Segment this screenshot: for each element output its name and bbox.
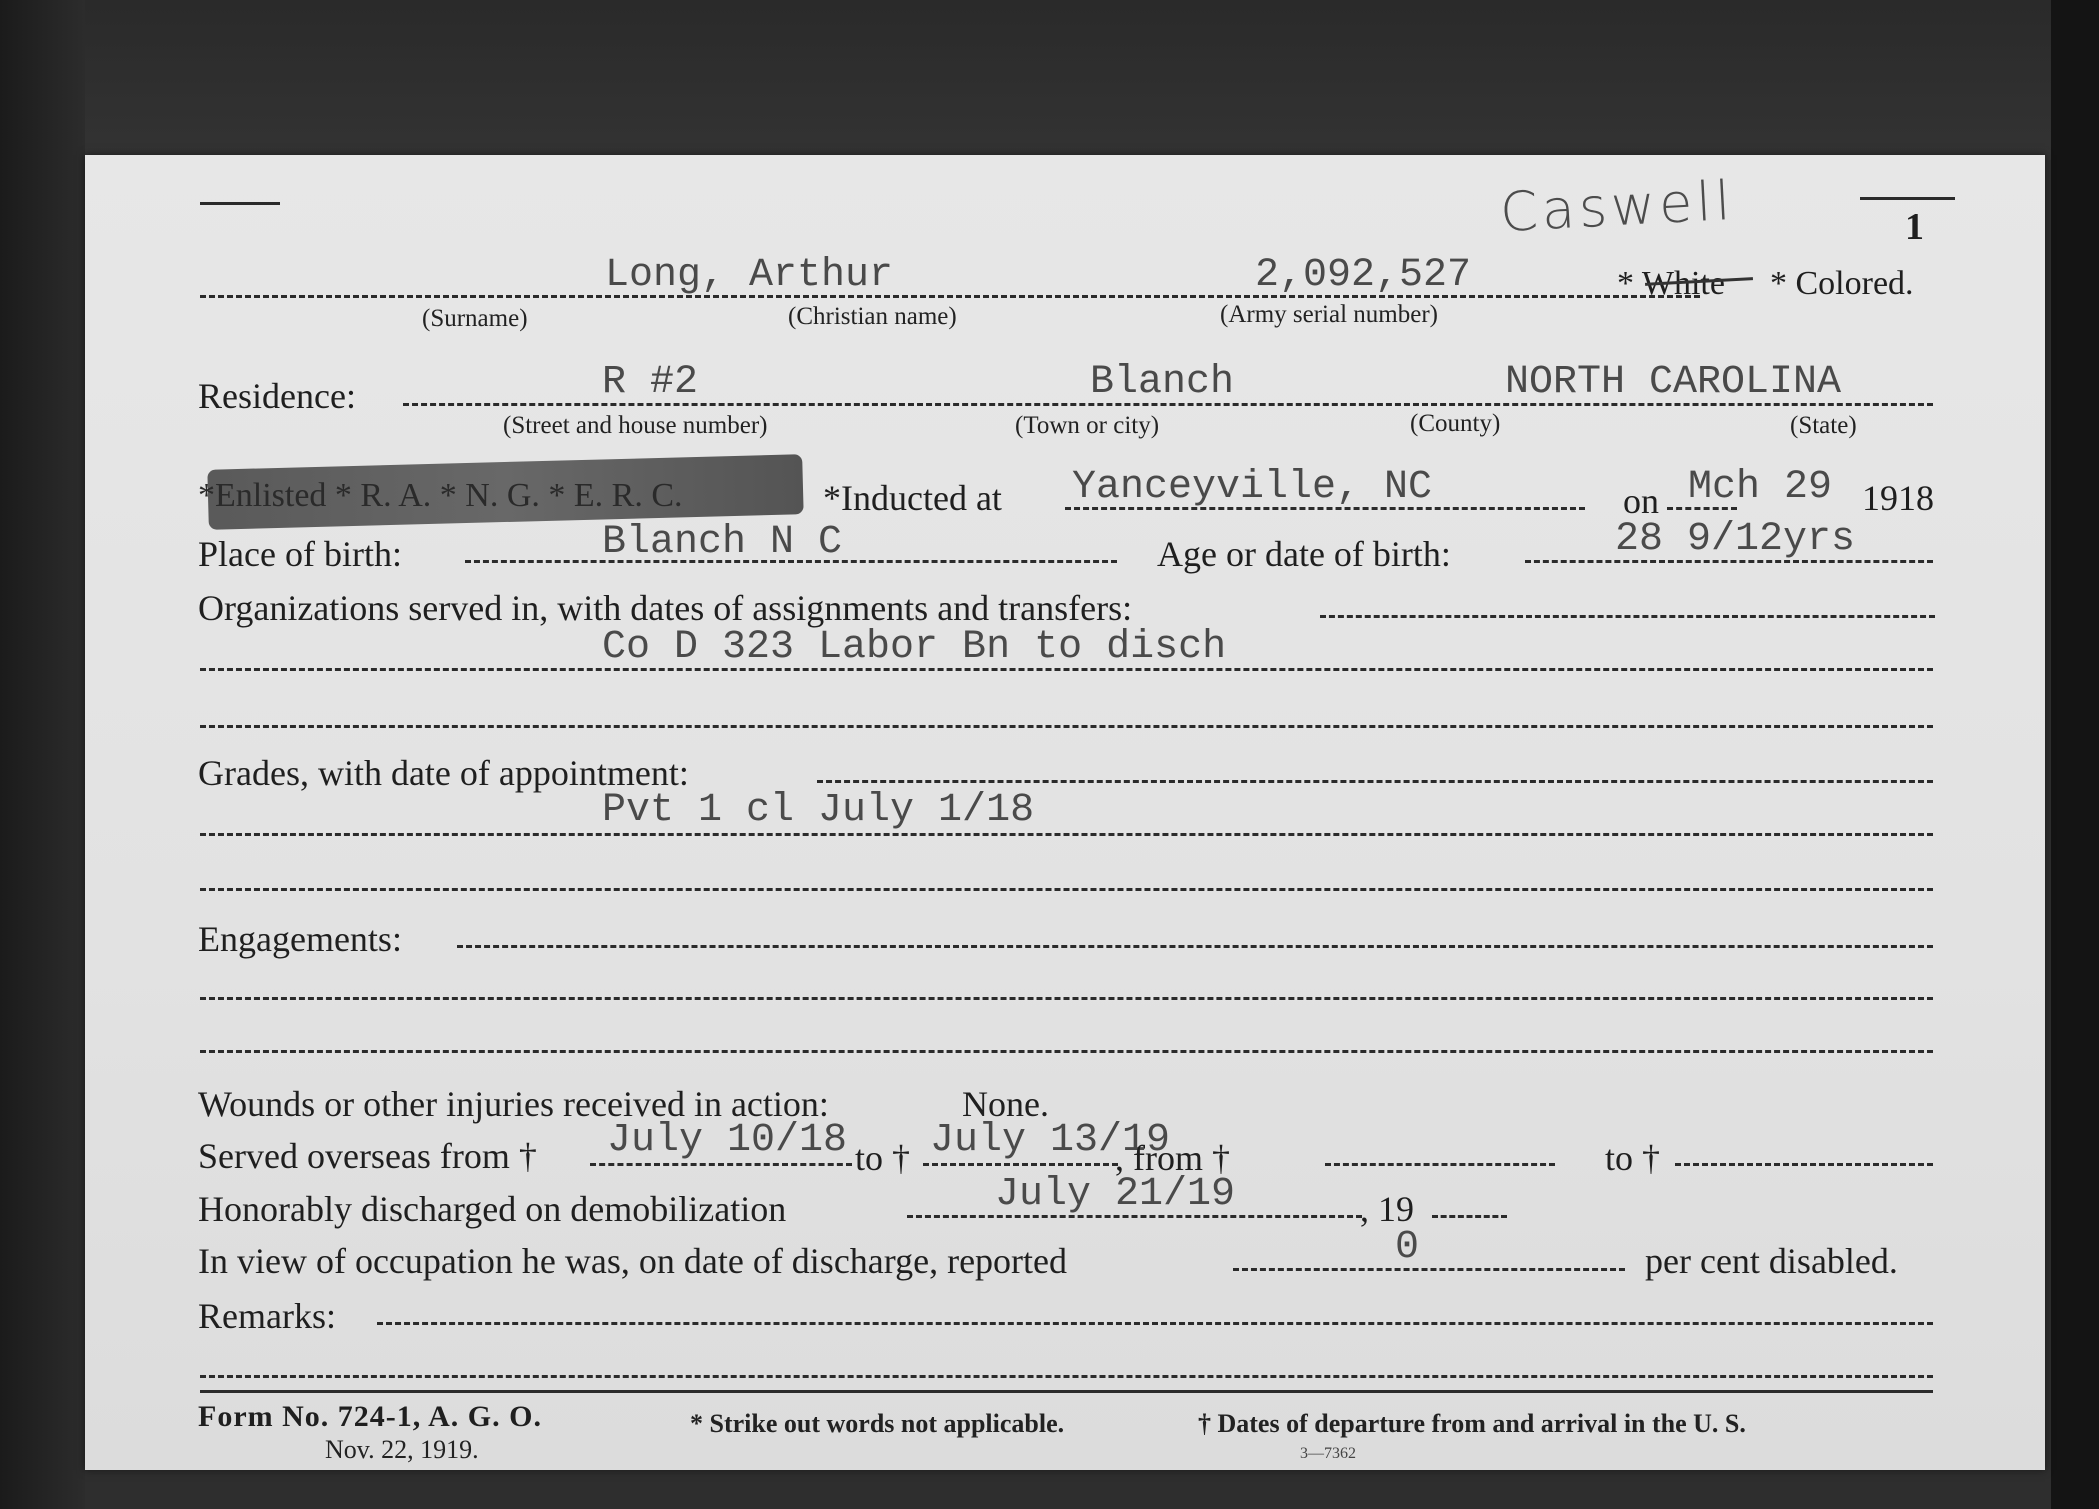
footer-rule <box>200 1390 1933 1393</box>
org-line-2 <box>200 668 1933 671</box>
grades-line-1 <box>817 780 1933 783</box>
race-white-label: * White <box>1617 265 1725 302</box>
card-number: 1 <box>1905 206 1924 248</box>
grades-value: Pvt 1 cl July 1/18 <box>602 788 1035 833</box>
grades-line-2 <box>200 833 1933 836</box>
grades-label: Grades, with date of appointment: <box>198 753 689 793</box>
remarks-line-2 <box>200 1375 1933 1378</box>
on-label: on <box>1623 481 1659 521</box>
street-caption: (Street and house number) <box>503 412 768 439</box>
discharge-date-value: July 21/19 <box>995 1172 1236 1217</box>
discharge-label: Honorably discharged on demobilization <box>198 1189 787 1229</box>
serial-number-value: 2,092,527 <box>1255 253 1472 298</box>
footer-dates-note: † Dates of departure from and arrival in the U. S. <box>1198 1409 1746 1438</box>
org-line-3 <box>200 725 1933 728</box>
form-date: Nov. 22, 1919. <box>325 1435 479 1464</box>
overseas-from2-line <box>1325 1163 1555 1166</box>
remarks-line-1 <box>377 1322 1933 1325</box>
remarks-label: Remarks: <box>198 1296 336 1336</box>
residence-state-value: NORTH CAROLINA <box>1505 360 1842 405</box>
organizations-label: Organizations served in, with dates of assignments and transfers: <box>198 588 1133 628</box>
overseas-to-value: July 13/19 <box>930 1118 1171 1163</box>
handwritten-county: Caswell <box>1498 168 1736 245</box>
overseas-from2-label: , from † <box>1115 1138 1230 1178</box>
engagements-line-3 <box>200 1050 1933 1053</box>
engagements-label: Engagements: <box>198 919 402 959</box>
overseas-to-line <box>923 1163 1118 1166</box>
age-label: Age or date of birth: <box>1157 534 1451 574</box>
residence-town-value: Blanch <box>1090 360 1235 405</box>
service-record-card <box>85 155 2045 1470</box>
inducted-place-value: Yanceyville, NC <box>1072 465 1433 510</box>
residence-street-value: R #2 <box>602 360 699 405</box>
overseas-to2-line <box>1675 1163 1933 1166</box>
town-caption: (Town or city) <box>1015 412 1160 439</box>
org-line-1 <box>1320 615 1935 618</box>
county-caption: (County) <box>1410 410 1501 437</box>
footer-strike-note: * Strike out words not applicable. <box>690 1409 1065 1438</box>
organizations-value: Co D 323 Labor Bn to disch <box>602 625 1227 670</box>
engagements-line-1 <box>457 945 1933 948</box>
inducted-at-label: *Inducted at <box>823 478 1002 518</box>
discharge-year-prefix: , 19 <box>1360 1189 1414 1229</box>
age-value: 28 9/12yrs <box>1615 517 1856 562</box>
place-of-birth-value: Blanch N C <box>602 520 843 565</box>
backdrop-right <box>2051 0 2099 1509</box>
surname-caption: (Surname) <box>422 305 528 332</box>
inducted-date-value: Mch 29 <box>1688 465 1833 510</box>
overseas-to-label: to † <box>855 1138 911 1178</box>
inducted-year: 1918 <box>1862 478 1934 518</box>
disability-label: In view of occupation he was, on date of discharge, reported <box>198 1241 1068 1281</box>
grades-line-3 <box>200 888 1933 891</box>
wounds-value: None. <box>962 1084 1049 1124</box>
name-line <box>200 295 1700 298</box>
christian-name-caption: (Christian name) <box>788 303 957 330</box>
backdrop-top <box>0 0 2099 160</box>
overseas-label: Served overseas from † <box>198 1136 537 1176</box>
disability-value: 0 <box>1395 1225 1420 1270</box>
serial-caption: (Army serial number) <box>1220 301 1438 328</box>
card-number-rule <box>1860 197 1955 200</box>
form-number: Form No. 724-1, A. G. O. <box>198 1400 542 1433</box>
overseas-from-value: July 10/18 <box>607 1118 848 1163</box>
overseas-to2-label: to † <box>1605 1138 1661 1178</box>
wounds-label: Wounds or other injuries received in action: <box>198 1084 829 1124</box>
engagements-line-2 <box>200 997 1933 1000</box>
place-of-birth-label: Place of birth: <box>198 534 402 574</box>
disability-suffix: per cent disabled. <box>1645 1241 1898 1281</box>
race-colored-label: * Colored. <box>1770 265 1914 302</box>
enlistment-options: *Enlisted * R. A. * N. G. * E. R. C. <box>198 477 683 514</box>
state-caption: (State) <box>1790 412 1857 439</box>
surname-name-value: Long, Arthur <box>605 253 894 298</box>
residence-label: Residence: <box>198 376 356 416</box>
overseas-from-line <box>590 1163 852 1166</box>
top-rule <box>200 202 280 205</box>
backdrop-left <box>0 0 85 1509</box>
disability-line <box>1233 1268 1625 1271</box>
print-code: 3—7362 <box>1300 1445 1356 1462</box>
discharge-year-line <box>1432 1215 1507 1218</box>
